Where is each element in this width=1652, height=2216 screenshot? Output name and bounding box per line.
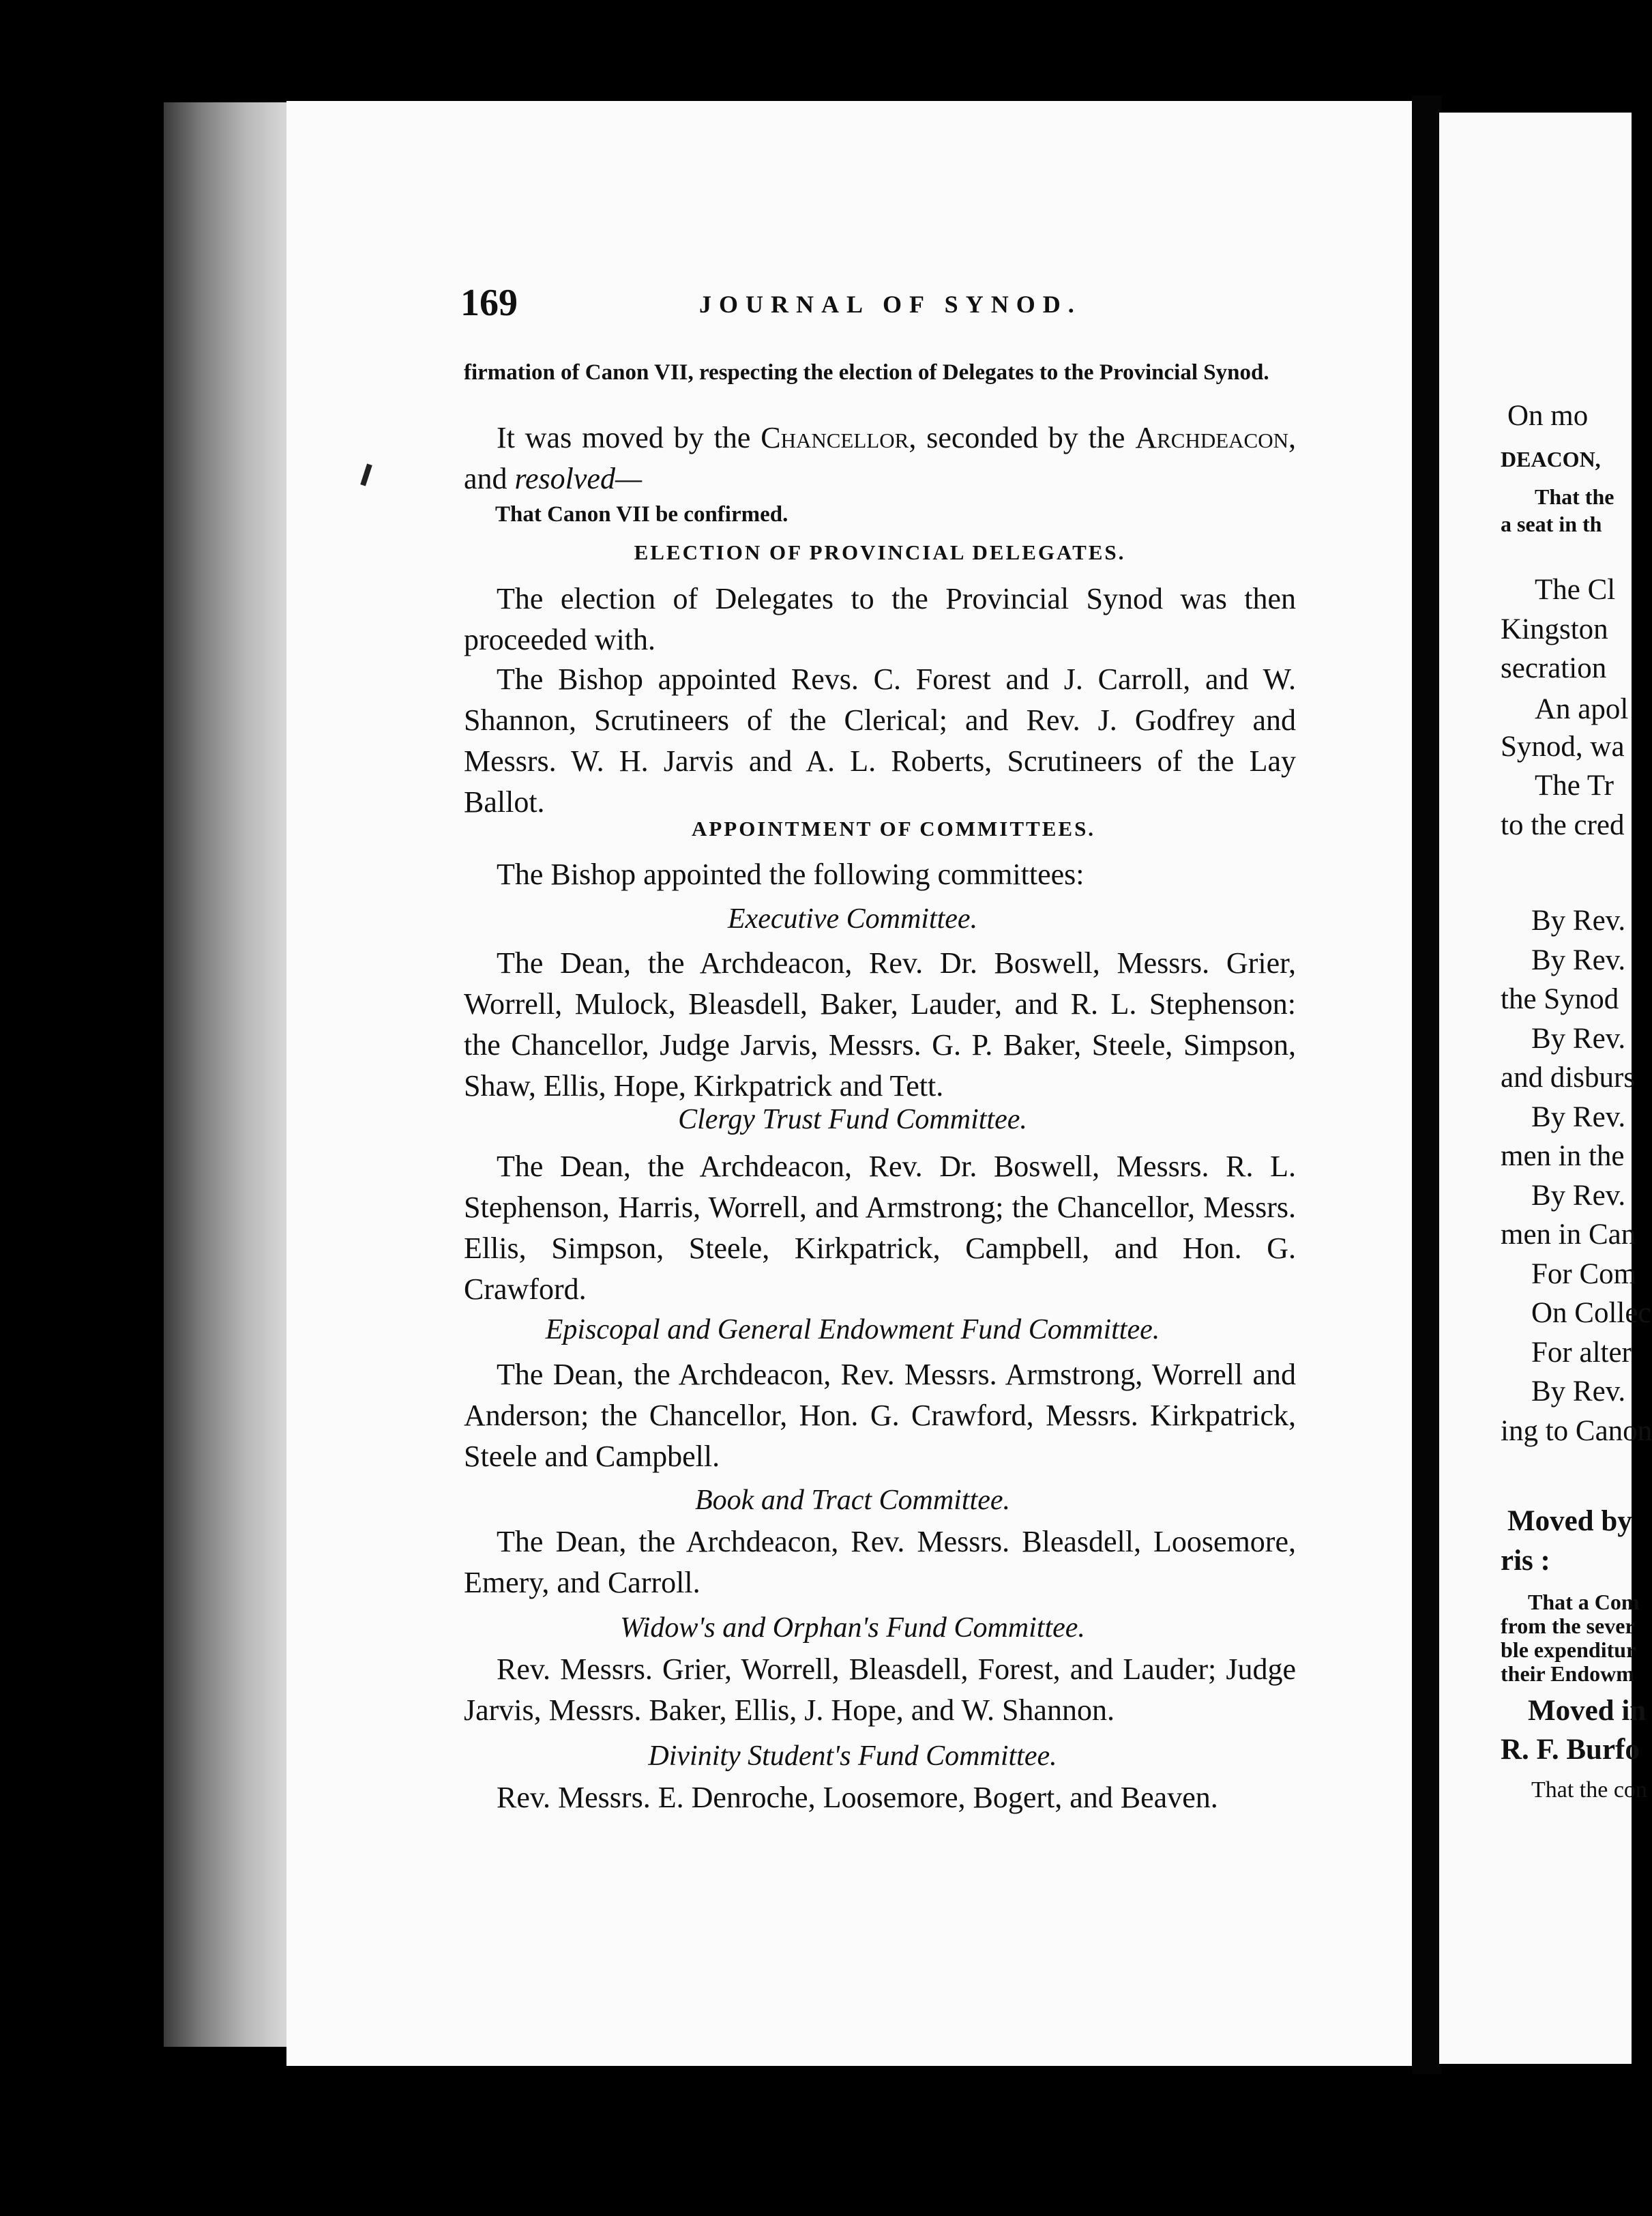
right-fragment: Moved by	[1507, 1505, 1632, 1537]
committee-members: The Dean, the Archdeacon, Rev. Messrs. Bleasdell, Loosemore, Emery, and Carroll.	[464, 1525, 1296, 1599]
right-fragment: their Endowm	[1501, 1661, 1634, 1686]
right-fragment: The Cl	[1535, 574, 1616, 606]
committee-members: The Dean, the Archdeacon, Rev. Dr. Boswell, Messrs. Grier, Worrell, Mulock, Bleasdell, Baker, Lauder, and R. L. Stephenson: the Chancellor, Judge Jarvis, Messrs. G. P. Baker, Steele, Simpson, Shaw, Ellis, Hope, Kirkpatrick and Tett.	[464, 946, 1296, 1103]
book-gutter	[1412, 96, 1442, 2074]
right-fragment: to the cred	[1501, 809, 1625, 841]
right-fragment: By Rev.	[1531, 1375, 1626, 1408]
right-fragment: Synod, wa	[1501, 731, 1625, 763]
right-fragment: That the	[1535, 484, 1614, 509]
right-fragment: ris :	[1501, 1545, 1550, 1577]
right-fragment: By Rev.	[1531, 944, 1626, 976]
right-fragment: For alter	[1531, 1337, 1632, 1369]
committee-title: Executive Committee.	[727, 903, 978, 935]
right-fragment: By Rev.	[1531, 1023, 1626, 1055]
right-fragment: men in Can	[1501, 1219, 1636, 1251]
resolution-text: That Canon VII be confirmed.	[495, 502, 788, 527]
right-fragment: An apol	[1535, 693, 1629, 725]
right-fragment: That a Com	[1528, 1590, 1640, 1614]
right-fragment: a seat in th	[1501, 512, 1602, 536]
right-fragment: On mo	[1507, 400, 1589, 432]
heading-committees: APPOINTMENT OF COMMITTEES.	[691, 817, 1096, 841]
committee-title: Clergy Trust Fund Committee.	[678, 1104, 1027, 1135]
mover-name: Chancellor	[761, 421, 909, 454]
right-fragment: Kingston	[1501, 613, 1608, 645]
right-fragment: That the con	[1531, 1777, 1647, 1803]
right-fragment: For Com	[1531, 1258, 1637, 1290]
right-fragment: men in the	[1501, 1140, 1625, 1172]
right-fragment: By Rev.	[1531, 905, 1626, 937]
committee-members: Rev. Messrs. Grier, Worrell, Bleasdell, Forest, and Lauder; Judge Jarvis, Messrs. Baker, Ellis, J. Hope, and W. Shannon.	[464, 1652, 1296, 1727]
right-fragment: On Collec	[1531, 1297, 1651, 1329]
committee-members: Rev. Messrs. E. Denroche, Loosemore, Bogert, and Beaven.	[497, 1781, 1218, 1814]
right-fragment: By Rev.	[1531, 1180, 1626, 1212]
right-page	[1439, 113, 1652, 2064]
right-fragment: from the sever	[1501, 1614, 1635, 1638]
committee-title: Episcopal and General Endowment Fund Committee.	[545, 1314, 1160, 1345]
right-fragment: DEACON,	[1501, 447, 1601, 471]
right-fragment: The Tr	[1535, 770, 1614, 802]
intro-text: firmation of Canon VII, respecting the election of Delegates to the Provincial Synod.	[464, 360, 1269, 385]
right-fragment: secration	[1501, 652, 1607, 684]
right-fragment: By Rev.	[1531, 1101, 1626, 1133]
committee-title: Book and Tract Committee.	[695, 1485, 1010, 1516]
election-paragraph-2: The Bishop appointed Revs. C. Forest and J. Carroll, and W. Shannon, Scrutineers of the Clerical; and Rev. J. Godfrey and Messrs. W. H. Jarvis and A. L. Roberts, Scrutineers of the Lay Ballot.	[464, 662, 1296, 819]
committees-intro: The Bishop appointed the following committees:	[497, 858, 1085, 891]
page-number: 169	[460, 282, 518, 324]
committee-title: Divinity Student's Fund Committee.	[648, 1740, 1057, 1772]
running-head: JOURNAL OF SYNOD.	[699, 291, 1082, 318]
right-fragment: and disburs	[1501, 1062, 1636, 1094]
election-paragraph-1: The election of Delegates to the Provincial Synod was then proceeded with.	[464, 582, 1296, 656]
committee-title: Widow's and Orphan's Fund Committee.	[620, 1612, 1085, 1644]
seconder-name: Archdeacon	[1135, 421, 1289, 454]
heading-election: ELECTION OF PROVINCIAL DELEGATES.	[634, 540, 1126, 564]
right-fragment: ing to Canon	[1501, 1415, 1652, 1447]
motion-paragraph: It was moved by the Chancellor, seconded by the Archdeacon, and resolved—	[464, 421, 1297, 495]
right-fragment: Moved in	[1528, 1695, 1647, 1727]
right-fragment: ble expenditur	[1501, 1637, 1636, 1662]
committee-members: The Dean, the Archdeacon, Rev. Messrs. Armstrong, Worrell and Anderson; the Chancellor, Hon. G. Crawford, Messrs. Kirkpatrick, Steele and Campbell.	[464, 1358, 1296, 1473]
right-fragment: the Synod	[1501, 983, 1619, 1015]
right-fragment: R. F. Burfo	[1501, 1734, 1640, 1766]
committee-members: The Dean, the Archdeacon, Rev. Dr. Boswell, Messrs. R. L. Stephenson, Harris, Worrell, and Armstrong; the Chancellor, Messrs. Ellis, Simpson, Steele, Kirkpatrick, Campbell, and Hon. G. Crawford.	[464, 1150, 1296, 1306]
